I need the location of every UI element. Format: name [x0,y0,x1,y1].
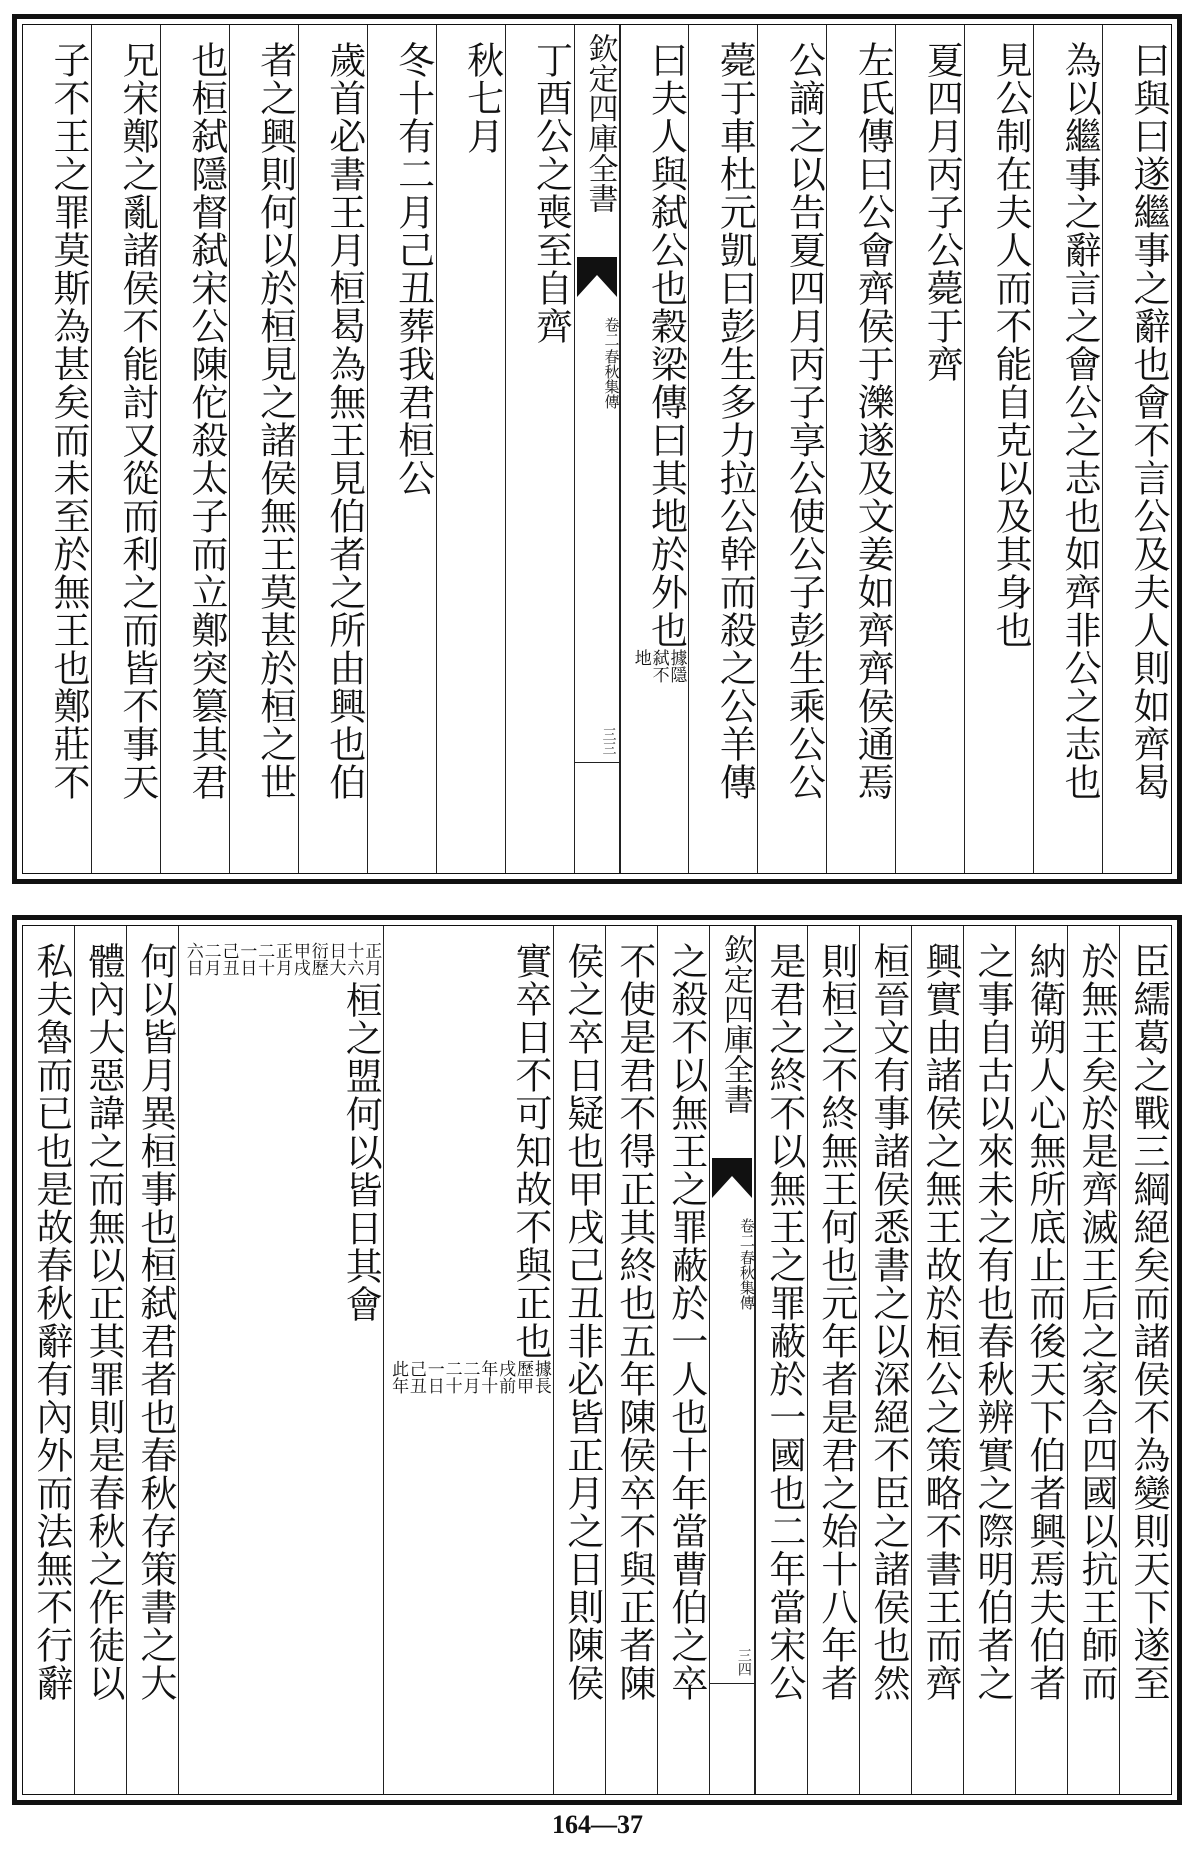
top-page [12,14,1182,884]
center-fold [574,25,620,873]
text-column: 體內大惡諱之而無以正其罪則是春秋之作徒以 [74,926,126,1794]
text-column: 興實由諸侯之無王故於桓公之策略不書王而齊 [911,926,963,1794]
text-column: 者之興則何以於桓見之諸侯無王莫甚於桓之世 [229,25,298,873]
column-main-text: 桓之盟何以皆日其會 [339,981,383,1324]
text-column: 則桓之不終無王何也元年者是君之始十八年者 [807,926,859,1794]
text-column: 見公制在夫人而不能自克以及其身也 [964,25,1033,873]
text-column: 也桓弑隱督弑宋公陳佗殺太子而立鄭突篡其君 [160,25,229,873]
text-column: 是君之終不以無王之罪蔽於一國也二年當宋公 [755,926,807,1794]
page-number: 三四 [735,1648,752,1676]
text-column: 侯之卒日疑也甲戌己丑非必皆正月之日則陳侯 [553,926,605,1794]
text-column: 曰與曰遂繼事之辭也會不言公及夫人則如齊曷 [1102,25,1171,873]
text-column: 於無王矣於是齊滅王后之家合四國以抗王師而 [1067,926,1119,1794]
text-column: 公謫之以告夏四月丙子享公使公子彭生乘公公 [757,25,826,873]
fishtail-mark-icon [577,257,617,297]
text-column: 兄宋鄭之亂諸侯不能討又從而利之而皆不事天 [91,25,160,873]
column-main-text: 實卒日不可知故不與正也 [508,942,552,1360]
text-column: 丁酉公之喪至自齊 [505,25,574,873]
divider [710,1683,754,1684]
column-main-text: 曰夫人與弑公也穀梁傳曰其地於外也 [644,41,688,649]
footer-page-reference: 164—37 [552,1810,643,1839]
text-column: 不使是君不得正其終也五年陳侯卒不與正者陳 [605,926,657,1794]
column-annotation: 正月十六日大衍歷甲戌正月二十一日己丑二月六日 [182,942,382,976]
text-column [383,926,553,1794]
text-column: 秋七月 [436,25,505,873]
book-name: 春秋集傳 [602,349,621,409]
text-column: 桓晉文有事諸侯悉書之以深絕不臣之諸侯也然 [859,926,911,1794]
divider [575,762,619,763]
text-column: 歲首必書王月桓曷為無王見伯者之所由興也伯 [298,25,367,873]
book-name: 春秋集傳 [737,1250,756,1310]
top-columns [23,25,1171,873]
bottom-columns [23,926,1171,1794]
book-title [710,1218,754,1310]
text-column: 納衛朔人心無所底止而後天下伯者興焉夫伯者 [1015,926,1067,1794]
text-column: 為以繼事之辭言之會公之志也如齊非公之志也 [1033,25,1102,873]
bottom-page [12,915,1182,1805]
column-annotation: 據長歷甲戌前年十二月二十一日己丑此年 [388,1360,551,1394]
text-column: 私夫魯而已也是故春秋辭有內外而法無不行辭 [29,942,73,1702]
text-column [620,25,689,873]
text-column: 何以皆月異桓事也桓弑君者也春秋存策書之大 [126,926,178,1794]
book-volume: 卷二 [602,317,621,347]
fishtail-mark-icon [712,1158,752,1198]
text-column: 夏四月丙子公薨于齊 [895,25,964,873]
text-column: 子不王之罪莫斯為甚矣而未至於無王也鄭莊不 [46,41,90,801]
text-column: 之事自古以來未之有也春秋辨實之際明伯者之 [963,926,1015,1794]
text-column: 左氏傳曰公會齊侯于濼遂及文姜如齊齊侯通焉 [826,25,895,873]
column-annotation: 據隱弑不地 [630,649,687,683]
catalog-title: 欽定四庫全書 [582,33,618,213]
text-column: 薨于車杜元凱曰彭生多力拉公幹而殺之公羊傳 [688,25,757,873]
text-column: 之殺不以無王之罪蔽於一人也十年當曹伯之卒 [657,926,709,1794]
text-column: 臣繻葛之戰三綱絕矣而諸侯不為變則天下遂至 [1119,926,1171,1794]
page-number: 三三 [600,727,617,755]
catalog-title: 欽定四庫全書 [717,934,753,1114]
center-fold [709,926,755,1794]
text-column: 冬十有二月己丑葬我君桓公 [367,25,436,873]
book-title [575,317,619,409]
text-column [178,926,383,1794]
book-volume: 卷二 [737,1218,756,1248]
